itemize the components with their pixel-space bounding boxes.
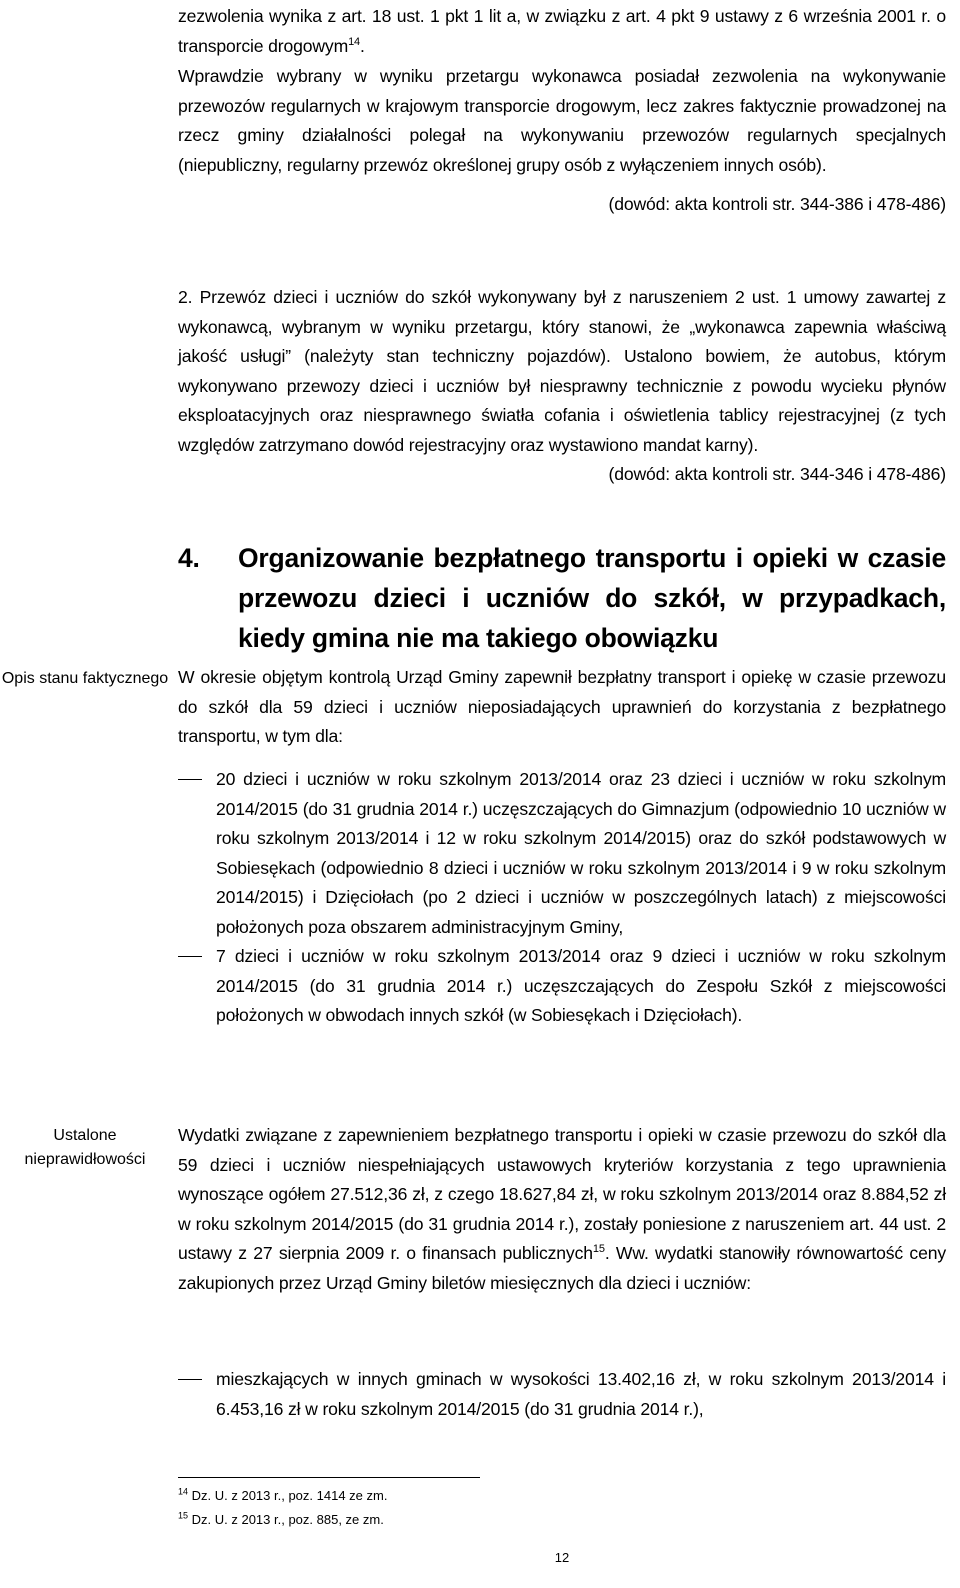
irregularities-paragraph: Wydatki związane z zapewnieniem bezpłatnego transportu i opieki w czasie przewozu do szkół dla 59 dzieci i uczniów niespełniających ustawowych kryteriów korzystania z tego uprawnienia wynoszące ogółem 27.512,36 zł, z czego 18.627,84 zł, w roku szkolnym 2013/2014 oraz 8.884,52 zł w roku szkolnym 2014/2015 (do 31 grudnia 2014 r.), zostały poniesione z naruszeniem art. 44 ust. 2 ustawy z 27 sierpnia 2009 r. o finansach publicznych$^{15}$. Ww. wydatki stanowiły równowartość ceny zakupionych przez Urząd Gminy biletów miesięcznych dla dzieci i uczniów: (178, 1125, 946, 1293)
dash-bullet-icon (178, 956, 202, 957)
top-paragraph: zezwolenia wynika z art. 18 ust. 1 pkt 1 lit a, w związku z art. 4 pkt 9 ustawy z 6 września 2001 r. o transporcie drogowym$^{14}$. (178, 6, 946, 56)
irregularities-bullet-list (178, 1365, 946, 1424)
facts-bullet-list (178, 765, 946, 1031)
margin-label-irregularities: Ustalone nieprawidłowości (24, 1127, 146, 1168)
dash-bullet-icon (178, 1379, 202, 1380)
evidence-note: (dowód: akta kontroli str. 344-386 i 478-486) (608, 194, 946, 214)
irregularities-paragraph-block (178, 1121, 946, 1298)
footnote-ref[interactable]: 15 (592, 1243, 605, 1256)
facts-paragraph: W okresie objętym kontrolą Urząd Gminy zapewnił bezpłatny transport i opiekę w czasie przewozu do szkół dla 59 dzieci i uczniów nieposiadających uprawnień do korzystania z bezpłatnego transportu, w tym dla: (178, 667, 946, 746)
footnote: $^{15}$ Dz. U. z 2013 r., poz. 885, ze zm. (178, 1510, 384, 1527)
margin-label-facts: Opis stanu faktycznego (1, 670, 169, 687)
dash-bullet-icon (178, 779, 202, 780)
page-number: 12 (554, 1550, 570, 1565)
list-item: mieszkających w innych gminach w wysokości 13.402,16 zł, w roku szkolnym 2013/2014 i 6.453,16 zł w roku szkolnym 2014/2015 (do 31 grudnia 2014 r.), (178, 1365, 946, 1424)
footnote: $^{14}$ Dz. U. z 2013 r., poz. 1414 ze zm. (178, 1486, 388, 1503)
contractor-paragraph-block (178, 62, 946, 220)
footnote-separator (178, 1477, 480, 1478)
transport-violation-paragraph: 2. Przewóz dzieci i uczniów do szkół wykonywany był z naruszeniem 2 ust. 1 umowy zawartej z wykonawcą, wybranym w wyniku przetargu, który stanowi, że „wykonawca zapewnia właściwą jakość usługi” (należyty stan techniczny pojazdów). Ustalono bowiem, że autobus, którym wykonywano przewozy dzieci i uczniów był niesprawny technicznie z powodu wycieku płynów eksploatacyjnych oraz niesprawnego światła cofania i oświetlenia tablicy rejestracyjnej (z tych względów zatrzymano dowód rejestracyjny oraz wystawiono mandat karny). (178, 287, 946, 455)
section-title: Organizowanie bezpłatnego transportu i opieki w czasie przewozu dzieci i uczniów do szkół, w przypadkach, kiedy gmina nie ma takiego obowiązku (238, 543, 946, 653)
transport-violation-block (178, 283, 946, 490)
section-number: 4. (178, 543, 200, 573)
list-item: 20 dzieci i uczniów w roku szkolnym 2013/2014 oraz 23 dzieci i uczniów w roku szkolnym 2014/2015 (do 31 grudnia 2014 r.) uczęszczających do Gimnazjum (odpowiednio 10 uczniów w roku szkolnym 2013/2014 i 12 w roku szkolnym 2014/2015) oraz do szkół podstawowych w Sobiesękach (odpowiednio 8 dzieci i uczniów w roku szkolnym 2013/2014 i 9 w roku szkolnym 2014/2015) i Dzięciołach (po 2 dzieci i uczniów w poszczególnych latach) z miejscowości położonych poza obszarem administracyjnym Gminy, (178, 765, 946, 942)
list-item: 7 dzieci i uczniów w roku szkolnym 2013/2014 oraz 9 dzieci i uczniów w roku szkolnym 2014/2015 (do 31 grudnia 2014 r.) uczęszczających do Zespołu Szkół z miejscowości położonych w obwodach innych szkół (w Sobiesękach i Dzięciołach). (178, 942, 946, 1031)
footnote-ref[interactable]: 14 (348, 35, 361, 48)
evidence-note: (dowód: akta kontroli str. 344-346 i 478-486) (608, 464, 946, 484)
contractor-paragraph: Wprawdzie wybrany w wyniku przetargu wykonawca posiadał zezwolenia na wykonywanie przewozów regularnych w krajowym transporcie drogowym, lecz zakres faktycznie prowadzonej na rzecz gminy działalności polegał na wykonywaniu przewozów regularnych specjalnych (niepubliczny, regularny przewóz określonej grupy osób z wyłączeniem innych osób). (178, 66, 946, 175)
section-heading (178, 538, 946, 658)
top-paragraph-block (178, 2, 946, 61)
facts-paragraph-block (178, 663, 946, 752)
